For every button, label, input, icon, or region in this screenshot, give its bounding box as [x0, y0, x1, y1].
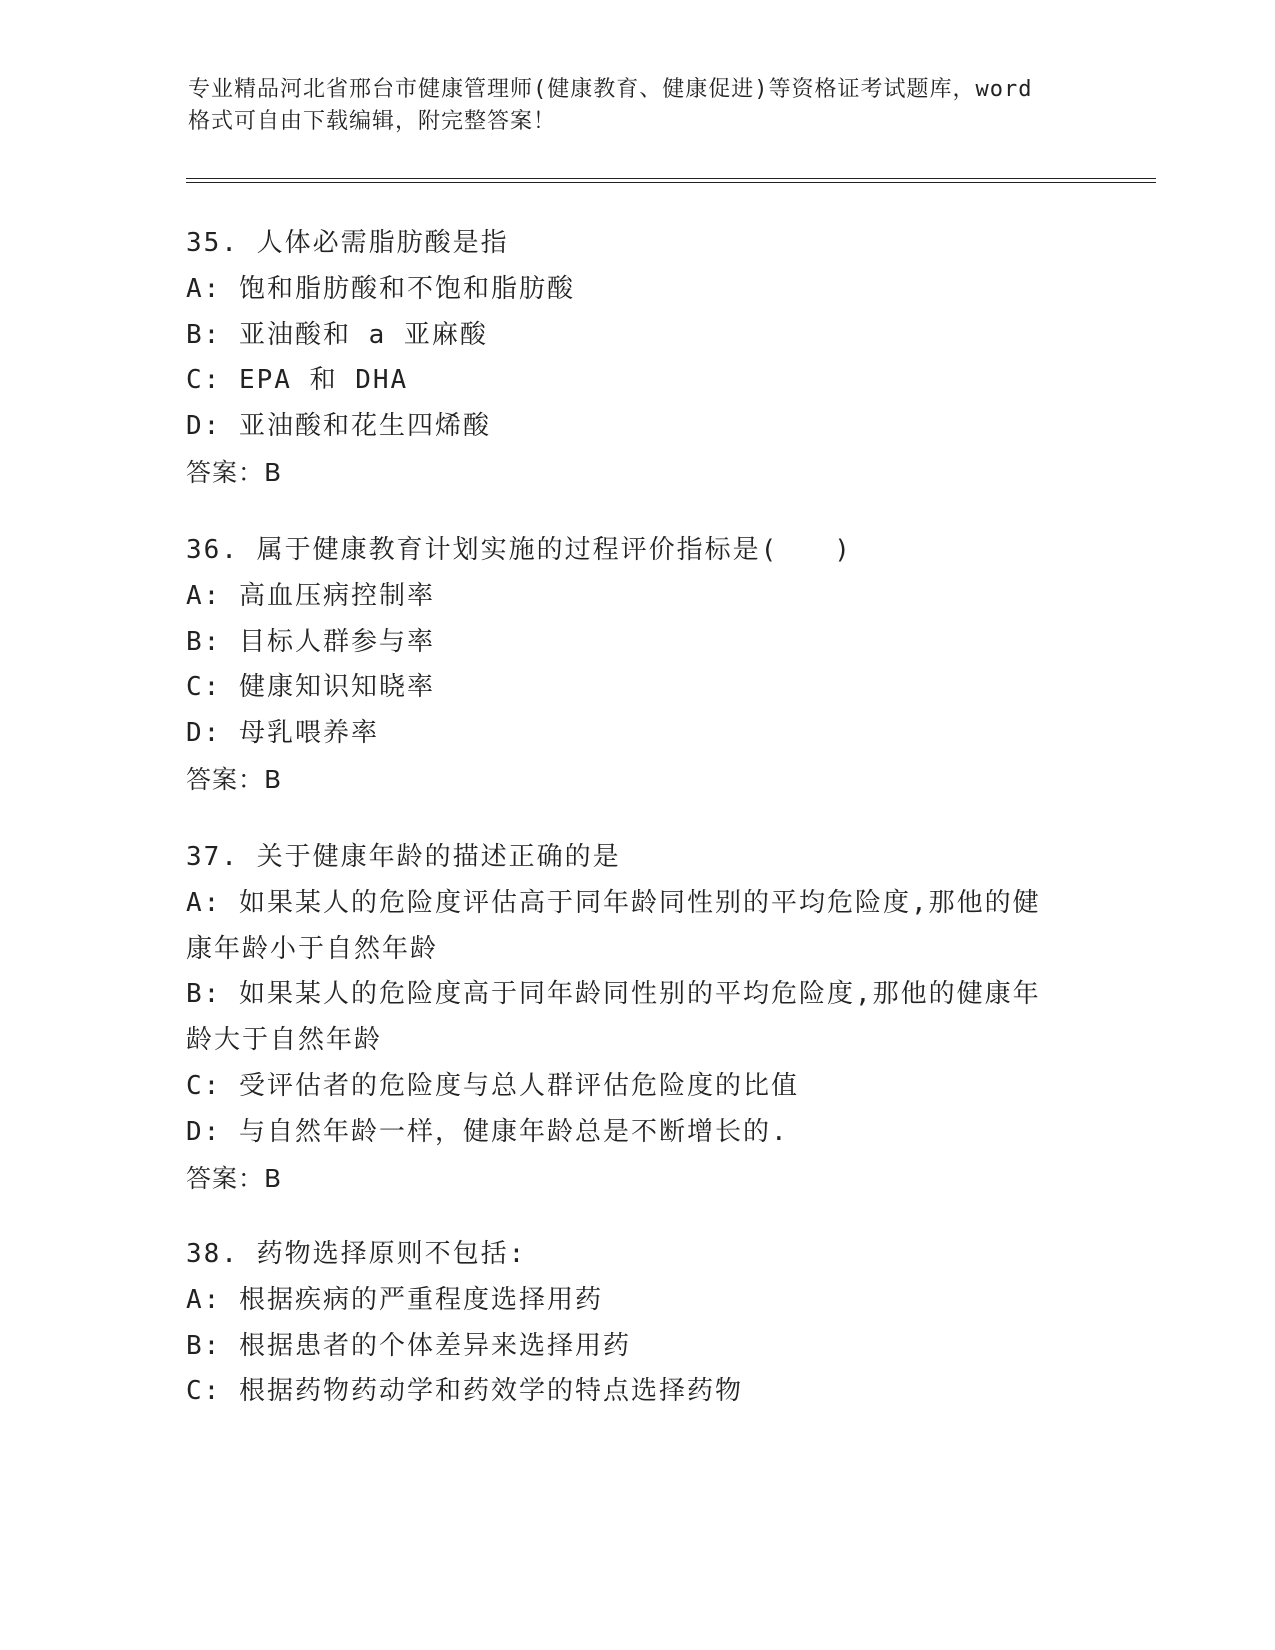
header-intro-line-2: 格式可自由下载编辑，附完整答案！	[188, 109, 557, 134]
option-a: A: 高血压病控制率	[186, 580, 435, 611]
option-a: A: 饱和脂肪酸和不饱和脂肪酸	[186, 273, 575, 304]
option-c: C: 健康知识知晓率	[186, 672, 435, 703]
answer-label: 答案：B	[186, 764, 283, 794]
question-35	[186, 221, 1086, 496]
question-37	[186, 835, 1086, 1201]
option-b: B: 亚油酸和 a 亚麻酸	[186, 319, 488, 350]
question-38	[186, 1232, 1086, 1415]
option-a: A: 如果某人的危险度评估高于同年龄同性别的平均危险度,那他的健康年龄小于自然年龄	[186, 887, 1041, 964]
question-stem: 38. 药物选择原则不包括:	[186, 1239, 527, 1269]
option-b: B: 目标人群参与率	[186, 626, 435, 657]
question-36	[186, 528, 1086, 803]
question-stem: 35. 人体必需脂肪酸是指	[186, 228, 509, 258]
option-b: B: 根据患者的个体差异来选择用药	[186, 1330, 631, 1361]
question-stem: 37. 关于健康年龄的描述正确的是	[186, 842, 621, 872]
option-b: B: 如果某人的危险度高于同年龄同性别的平均危险度,那他的健康年龄大于自然年龄	[186, 979, 1041, 1056]
answer-label: 答案：B	[186, 457, 283, 487]
header-divider	[186, 178, 1156, 183]
document-header	[188, 74, 1088, 138]
option-d: D: 母乳喂养率	[186, 718, 379, 749]
question-stem: 36. 属于健康教育计划实施的过程评价指标是( )	[186, 535, 852, 565]
option-c: C: EPA 和 DHA	[186, 365, 409, 396]
header-intro-line-1: 专业精品河北省邢台市健康管理师(健康教育、健康促进)等资格证考试题库，word	[188, 77, 1033, 102]
option-c: C: 受评估者的危险度与总人群评估危险度的比值	[186, 1070, 799, 1101]
answer-label: 答案：B	[186, 1163, 283, 1193]
option-a: A: 根据疾病的严重程度选择用药	[186, 1284, 603, 1315]
option-d: D: 亚油酸和花生四烯酸	[186, 411, 491, 442]
option-c: C: 根据药物药动学和药效学的特点选择药物	[186, 1376, 743, 1407]
option-d: D: 与自然年龄一样，健康年龄总是不断增长的.	[186, 1116, 789, 1147]
